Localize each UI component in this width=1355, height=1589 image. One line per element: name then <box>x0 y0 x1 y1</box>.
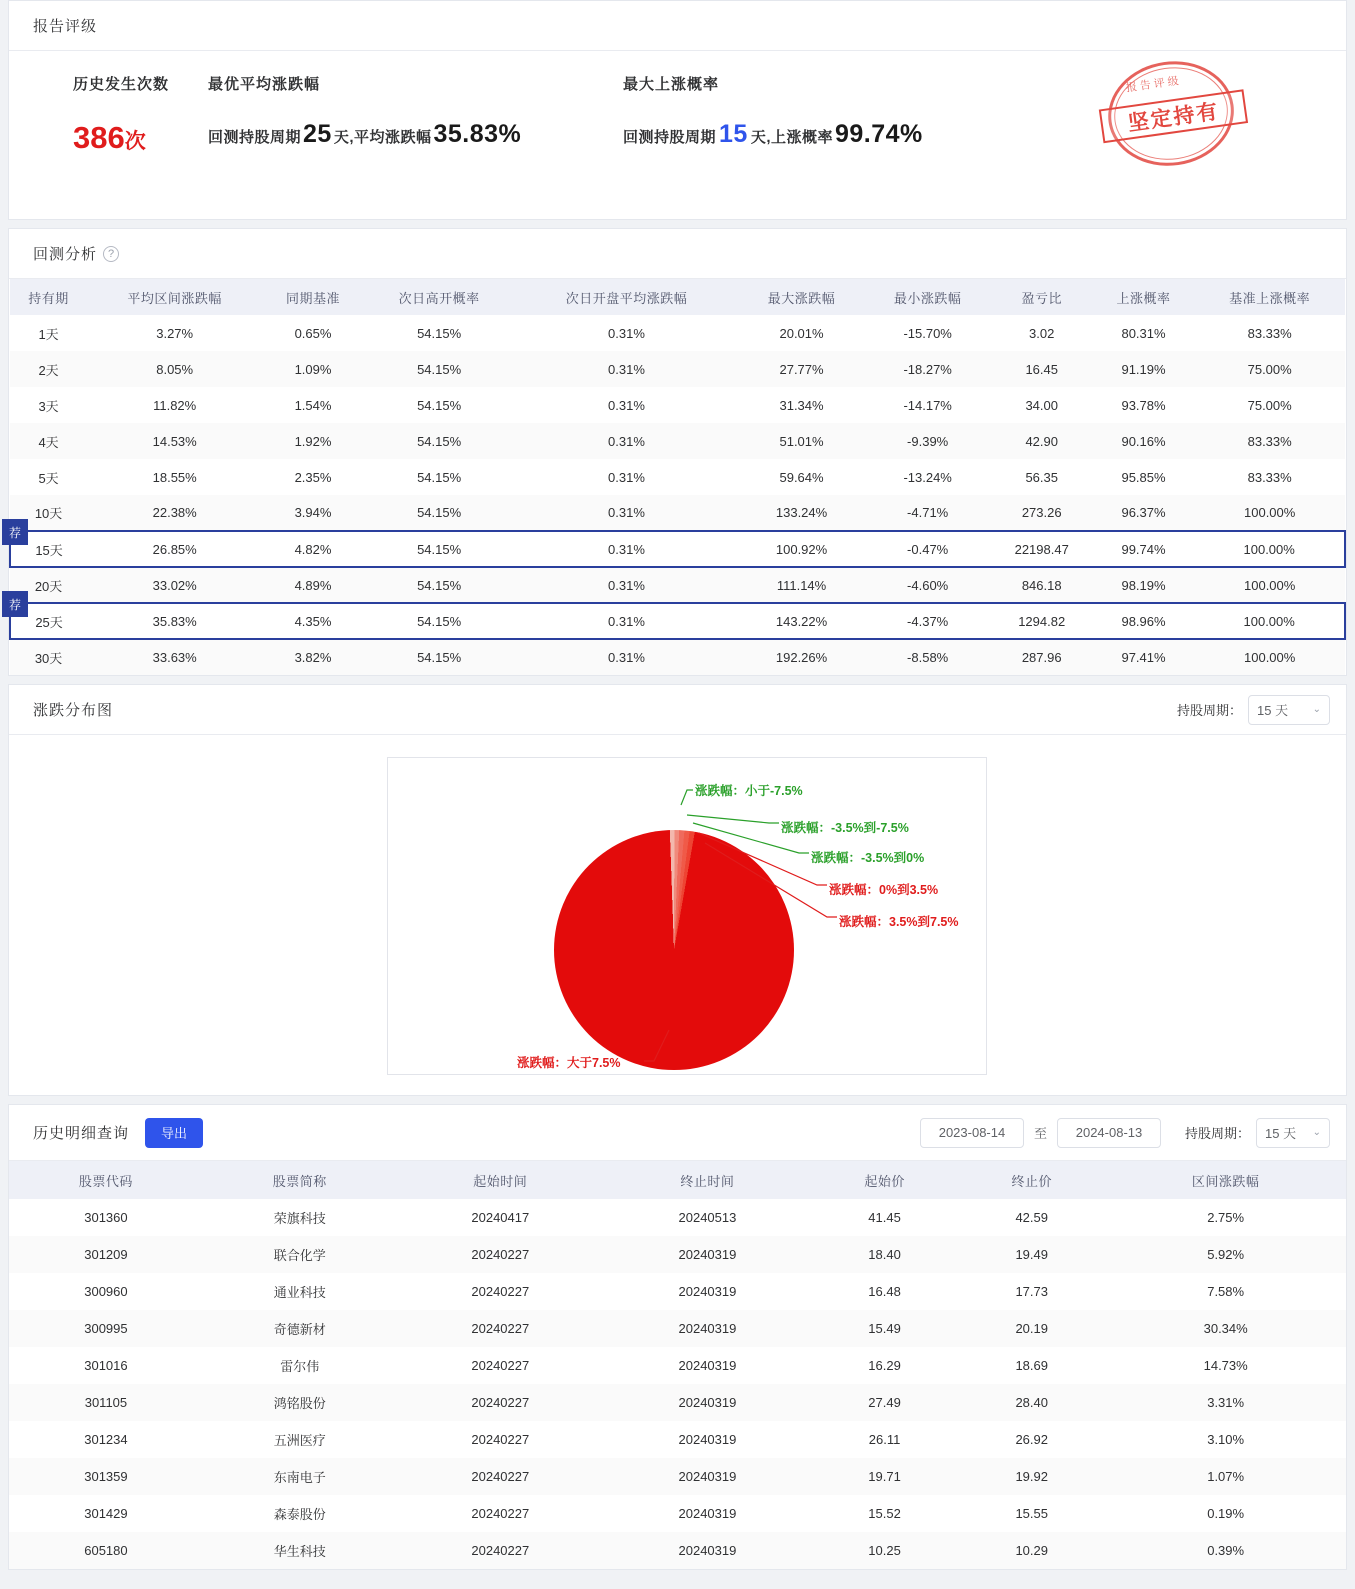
table-cell: 0.31% <box>608 505 645 520</box>
table-row <box>10 459 1345 495</box>
backtest-col-holding-period: 持有期 <box>10 279 87 315</box>
backtest-card <box>8 228 1347 676</box>
pie-label-1: 涨跌幅：-3.5%到-7.5% <box>781 821 909 835</box>
table-cell: 83.33% <box>1247 433 1292 449</box>
table-cell: 0.39% <box>1207 1543 1245 1558</box>
rating-card <box>8 0 1347 220</box>
table-row <box>9 1347 1346 1384</box>
table-cell: 11.82% <box>153 397 197 413</box>
table-row <box>10 351 1345 387</box>
table-cell: 3.02 <box>1029 325 1055 341</box>
table-cell: -4.37% <box>865 603 991 639</box>
table-cell: 0.31% <box>608 325 645 341</box>
table-cell: 100.00% <box>1244 505 1296 520</box>
table-cell: 0.31% <box>514 531 738 567</box>
table-cell: 7.58% <box>1207 1284 1245 1299</box>
table-row <box>10 423 1345 459</box>
table-cell: 300960 <box>84 1284 128 1299</box>
stock-name-link[interactable]: 五洲医疗 <box>273 1433 326 1448</box>
stock-name-link[interactable]: 雷尔伟 <box>280 1359 320 1374</box>
table-row <box>9 1273 1346 1310</box>
table-row <box>9 1199 1346 1236</box>
table-cell: 192.26% <box>775 650 828 665</box>
table-cell: 1.92% <box>294 433 332 449</box>
rating-header-title: 报告评级 <box>33 18 98 35</box>
table-cell: 20.19 <box>1015 1321 1048 1336</box>
recommended-badge: 荐 <box>2 591 28 617</box>
table-cell: 54.15% <box>417 325 462 341</box>
table-cell: 10.29 <box>1015 1543 1048 1558</box>
history-period-selector <box>1185 1118 1330 1148</box>
table-cell: 20240319 <box>678 1284 737 1299</box>
table-cell: 83.33% <box>1247 469 1292 485</box>
stock-name-link[interactable]: 联合化学 <box>273 1248 326 1263</box>
recommended-badge: 荐 <box>2 519 28 545</box>
table-cell: 3.31% <box>1207 1395 1245 1410</box>
backtest-col-min-change: 最小涨跌幅 <box>865 279 991 315</box>
table-cell: 54.15% <box>417 397 462 413</box>
table-cell: 91.19% <box>1121 361 1166 377</box>
distribution-header-title: 涨跌分布图 <box>33 702 114 719</box>
table-cell: 1.09% <box>294 361 332 377</box>
pie-label-2: 涨跌幅：-3.5%到0% <box>811 851 925 865</box>
table-cell: 17.73 <box>1015 1284 1048 1299</box>
table-cell: 83.33% <box>1247 325 1292 341</box>
table-cell: 20天 <box>34 578 63 594</box>
table-cell: 20240319 <box>678 1469 737 1484</box>
table-cell: 20240319 <box>678 1432 737 1447</box>
table-cell: -4.71% <box>907 505 949 520</box>
metric-best-avg-change-mid: 天,平均涨跌幅 <box>333 129 432 146</box>
table-row <box>10 639 1345 675</box>
table-cell: 15.52 <box>868 1506 901 1521</box>
table-cell: 42.90 <box>1025 433 1058 449</box>
history-col-stock-name: 股票简称 <box>203 1161 397 1199</box>
table-cell: 26.11 <box>868 1432 901 1447</box>
table-row <box>9 1495 1346 1532</box>
backtest-col-next-day-gap-prob: 次日高开概率 <box>364 279 515 315</box>
backtest-table-header-row <box>10 279 1345 315</box>
table-cell: 15.49 <box>868 1321 901 1336</box>
table-cell: 5.92% <box>1207 1247 1245 1262</box>
table-row <box>9 1236 1346 1273</box>
table-cell: -8.58% <box>907 650 949 665</box>
metric-max-up-prob-prefix: 回测持股周期 <box>623 129 717 146</box>
table-cell: 41.45 <box>868 1210 901 1225</box>
chevron-down-icon: ⌄ <box>1312 1127 1321 1138</box>
table-cell: 56.35 <box>1025 469 1058 485</box>
table-cell: 605180 <box>84 1543 128 1558</box>
table-cell: 20240227 <box>471 1432 530 1447</box>
distribution-card <box>8 684 1347 1096</box>
distribution-pie <box>554 830 794 1070</box>
table-row <box>9 1310 1346 1347</box>
table-cell: 54.15% <box>417 469 462 485</box>
table-cell: 4.35% <box>262 603 364 639</box>
backtest-header-title: 回测分析 <box>33 246 98 263</box>
table-cell: 4.89% <box>294 577 332 593</box>
history-col-stock-code: 股票代码 <box>9 1161 203 1199</box>
table-cell: 30.34% <box>1203 1321 1248 1336</box>
table-cell: -14.17% <box>903 397 952 413</box>
table-cell: 3.82% <box>294 650 332 665</box>
table-row <box>9 1532 1346 1569</box>
table-cell: 0.31% <box>608 433 645 449</box>
backtest-table <box>9 279 1346 675</box>
table-cell: 97.41% <box>1121 650 1166 665</box>
table-cell: 20.01% <box>779 325 824 341</box>
table-cell: 75.00% <box>1247 361 1292 377</box>
table-cell: -4.60% <box>907 577 949 593</box>
metric-occurrences <box>33 73 208 219</box>
table-row <box>9 1421 1346 1458</box>
table-cell: 90.16% <box>1121 433 1166 449</box>
table-row <box>10 531 1345 567</box>
table-cell: 133.24% <box>775 505 828 520</box>
table-cell: 33.63% <box>152 650 197 665</box>
table-cell: 3.94% <box>294 505 332 520</box>
table-cell: 16.48 <box>868 1284 901 1299</box>
export-button[interactable]: 导出 <box>145 1118 203 1148</box>
pie-label-3: 涨跌幅：0%到3.5% <box>829 883 939 897</box>
table-cell: 1.07% <box>1207 1469 1245 1484</box>
table-cell: 27.77% <box>779 361 824 377</box>
table-cell: 100.00% <box>1244 650 1296 665</box>
table-cell: 30天 <box>34 651 63 666</box>
table-cell: -13.24% <box>903 469 952 485</box>
table-cell: -15.70% <box>903 325 952 341</box>
stock-name-link[interactable]: 荣旗科技 <box>273 1211 326 1226</box>
history-period-label: 持股周期： <box>1184 1126 1250 1141</box>
table-cell: 0.31% <box>608 361 645 377</box>
table-cell: 96.37% <box>1121 505 1166 520</box>
table-cell: 100.00% <box>1244 577 1296 593</box>
metric-best-avg-change-label: 最优平均涨跌幅 <box>208 76 321 93</box>
table-cell: 22.38% <box>152 505 197 520</box>
backtest-col-avg-range-change: 平均区间涨跌幅 <box>87 279 262 315</box>
metric-best-avg-change-value <box>208 120 613 149</box>
table-cell: 20240319 <box>678 1321 737 1336</box>
table-cell: 99.74% <box>1093 531 1195 567</box>
table-cell: 143.22% <box>738 603 864 639</box>
table-cell: 19.92 <box>1015 1469 1048 1484</box>
metric-max-up-prob-value <box>623 120 1033 149</box>
table-cell: 1天 <box>38 326 59 342</box>
table-cell: 273.26 <box>1021 505 1062 520</box>
table-cell: 80.31% <box>1121 325 1166 341</box>
table-cell: 287.96 <box>1021 650 1062 665</box>
table-cell: 0.31% <box>514 603 738 639</box>
backtest-col-next-day-open-avg: 次日开盘平均涨跌幅 <box>514 279 738 315</box>
table-cell: 20240417 <box>471 1210 530 1225</box>
table-cell: 34.00 <box>1025 397 1058 413</box>
table-cell: 301429 <box>84 1506 128 1521</box>
table-cell: 54.15% <box>417 361 462 377</box>
table-cell: 5天 <box>38 470 59 486</box>
table-cell: 8.05% <box>156 361 194 377</box>
table-cell: 20240227 <box>471 1358 530 1373</box>
table-cell: -9.39% <box>907 433 949 449</box>
table-cell: 20240319 <box>678 1247 737 1262</box>
table-cell: 20240227 <box>471 1543 530 1558</box>
table-cell: 20240227 <box>471 1284 530 1299</box>
table-cell: 301105 <box>84 1395 128 1410</box>
history-table-header-row <box>9 1161 1346 1199</box>
table-cell: 54.15% <box>417 650 462 665</box>
table-row <box>10 387 1345 423</box>
table-cell: 33.02% <box>152 577 197 593</box>
backtest-header <box>9 229 1346 279</box>
table-row <box>10 315 1345 351</box>
distribution-chart <box>9 735 1346 1095</box>
history-col-start-price: 起始价 <box>811 1161 958 1199</box>
rating-stamp-top-text: 报告评级 <box>1125 74 1183 95</box>
pie-label-4: 涨跌幅：3.5%到7.5% <box>839 915 959 929</box>
table-cell: 100.00% <box>1194 603 1345 639</box>
history-col-end-price: 终止价 <box>958 1161 1105 1199</box>
history-header <box>9 1105 1346 1161</box>
table-cell: 0.31% <box>608 397 645 413</box>
backtest-col-up-prob: 上涨概率 <box>1093 279 1195 315</box>
table-cell: 301359 <box>84 1469 128 1484</box>
table-cell: 18.55% <box>152 469 197 485</box>
history-col-start-date: 起始时间 <box>397 1161 604 1199</box>
stock-name-link[interactable]: 鸿铭股份 <box>273 1396 326 1411</box>
table-cell: 20240319 <box>678 1543 737 1558</box>
table-cell: 95.85% <box>1121 469 1166 485</box>
metric-best-avg-change <box>208 73 623 219</box>
table-cell: 2.75% <box>1207 1210 1245 1225</box>
table-cell: 846.18 <box>1021 577 1062 593</box>
metric-max-up-prob-mid: 天,上涨概率 <box>750 129 833 146</box>
metric-max-up-prob-label: 最大上涨概率 <box>623 76 720 93</box>
help-icon[interactable]: ? <box>103 246 119 262</box>
table-cell: 18.40 <box>868 1247 901 1262</box>
table-cell: 28.40 <box>1015 1395 1048 1410</box>
table-cell: 19.71 <box>868 1469 901 1484</box>
table-row <box>10 603 1345 639</box>
table-cell: 4.82% <box>262 531 364 567</box>
table-cell: 15.55 <box>1015 1506 1048 1521</box>
backtest-col-benchmark-up-prob: 基准上涨概率 <box>1194 279 1345 315</box>
table-cell: 59.64% <box>779 469 824 485</box>
table-cell: 14.73% <box>1203 1358 1248 1373</box>
backtest-col-max-change: 最大涨跌幅 <box>738 279 864 315</box>
history-col-range-change: 区间涨跌幅 <box>1105 1161 1346 1199</box>
table-cell: 20240319 <box>678 1395 737 1410</box>
distribution-period-selector <box>1177 695 1330 725</box>
table-cell: 42.59 <box>1015 1210 1048 1225</box>
metric-occurrences-value <box>73 120 198 156</box>
rating-stamp-text: 坚定持有 <box>1099 89 1248 143</box>
table-row <box>10 567 1345 603</box>
metric-occurrences-unit: 次 <box>124 130 146 153</box>
table-cell: 0.65% <box>294 325 332 341</box>
metric-best-avg-change-prefix: 回测持股周期 <box>208 129 302 146</box>
table-cell: 20240227 <box>471 1506 530 1521</box>
metric-occurrences-label: 历史发生次数 <box>73 76 170 93</box>
table-cell: 20240227 <box>471 1321 530 1336</box>
table-cell: 51.01% <box>779 433 824 449</box>
table-cell: 3.27% <box>156 325 194 341</box>
table-row <box>10 495 1345 531</box>
table-cell: 26.85% <box>87 531 262 567</box>
metric-best-avg-change-days: 25 <box>303 120 332 148</box>
rating-stamp-icon <box>1093 47 1257 179</box>
backtest-col-benchmark: 同期基准 <box>262 279 364 315</box>
table-cell: 75.00% <box>1247 397 1292 413</box>
rating-body <box>9 51 1346 219</box>
distribution-header <box>9 685 1346 735</box>
table-cell: 100.92% <box>738 531 864 567</box>
table-cell: 54.15% <box>364 531 515 567</box>
table-cell: 16.29 <box>868 1358 901 1373</box>
table-cell: 荐 25天 <box>10 603 87 639</box>
table-cell: 20240319 <box>678 1506 737 1521</box>
pie-label-5: 涨跌幅：大于7.5% <box>517 1056 621 1070</box>
stock-name-link[interactable]: 通业科技 <box>273 1285 326 1300</box>
table-cell: 31.34% <box>779 397 824 413</box>
stock-name-link[interactable]: 华生科技 <box>273 1544 326 1559</box>
backtest-col-profit-loss-ratio: 盈亏比 <box>991 279 1093 315</box>
history-table <box>9 1161 1346 1569</box>
table-cell: 20240319 <box>678 1358 737 1373</box>
table-cell: 4天 <box>38 434 59 450</box>
table-cell: 111.14% <box>776 577 827 593</box>
table-cell: 35.83% <box>87 603 262 639</box>
table-cell: 54.15% <box>417 577 462 593</box>
table-cell: 98.19% <box>1121 577 1166 593</box>
distribution-period-value: 15 天 <box>1257 703 1289 718</box>
table-cell: 1.54% <box>294 397 332 413</box>
table-cell: 22198.47 <box>991 531 1093 567</box>
table-cell: 301016 <box>84 1358 128 1373</box>
metric-max-up-prob-pct: 99.74% <box>835 120 923 148</box>
table-cell: 18.69 <box>1015 1358 1048 1373</box>
history-table-body <box>9 1199 1346 1569</box>
table-row <box>9 1384 1346 1421</box>
table-cell: 3天 <box>38 398 59 414</box>
history-period-select[interactable] <box>1256 1118 1330 1148</box>
rating-header <box>9 1 1346 51</box>
date-range-separator: 至 <box>1033 1126 1047 1141</box>
stock-name-link[interactable]: 森泰股份 <box>273 1507 326 1522</box>
chevron-down-icon: ⌄ <box>1312 704 1321 715</box>
table-cell: 10天 <box>34 506 63 521</box>
stock-name-link[interactable]: 东南电子 <box>273 1470 326 1485</box>
table-cell: 0.31% <box>608 469 645 485</box>
table-cell: 1294.82 <box>991 603 1093 639</box>
table-cell: 20240227 <box>471 1247 530 1262</box>
table-cell: 0.31% <box>608 577 645 593</box>
table-cell: 10.25 <box>868 1543 901 1558</box>
table-cell: 荐 15天 <box>10 531 87 567</box>
metric-best-avg-change-pct: 35.83% <box>433 120 522 148</box>
table-cell: 98.96% <box>1093 603 1195 639</box>
history-header-title: 历史明细查询 <box>33 1125 130 1142</box>
table-cell: 19.49 <box>1015 1247 1048 1262</box>
table-cell: 300995 <box>84 1321 128 1336</box>
table-row <box>9 1458 1346 1495</box>
table-cell: 301360 <box>84 1210 128 1225</box>
table-cell: 2.35% <box>294 469 332 485</box>
metric-max-up-prob <box>623 73 1043 219</box>
table-cell: 26.92 <box>1015 1432 1048 1447</box>
history-period-value: 15 天 <box>1265 1126 1297 1141</box>
pie-label-0: 涨跌幅：小于-7.5% <box>695 784 803 798</box>
table-cell: 301209 <box>84 1247 128 1262</box>
table-cell: 54.15% <box>417 433 462 449</box>
table-cell: 20240227 <box>471 1395 530 1410</box>
distribution-period-label: 持股周期： <box>1176 703 1242 718</box>
table-cell: 16.45 <box>1025 361 1058 377</box>
table-cell: 54.15% <box>417 505 462 520</box>
stock-name-link[interactable]: 奇德新材 <box>273 1322 326 1337</box>
table-cell: 93.78% <box>1121 397 1166 413</box>
distribution-period-select[interactable] <box>1248 695 1330 725</box>
table-cell: 20240227 <box>471 1469 530 1484</box>
table-cell: 2天 <box>38 362 59 378</box>
metric-occurrences-number: 386 <box>73 120 125 155</box>
table-cell: 0.31% <box>608 650 645 665</box>
table-cell: 0.19% <box>1207 1506 1245 1521</box>
history-col-end-date: 终止时间 <box>604 1161 811 1199</box>
metric-max-up-prob-days: 15 <box>719 120 748 148</box>
table-cell: 100.00% <box>1194 531 1345 567</box>
table-cell: 54.15% <box>364 603 515 639</box>
table-cell: 20240513 <box>678 1210 737 1225</box>
table-cell: -0.47% <box>865 531 991 567</box>
history-card <box>8 1104 1347 1570</box>
table-cell: 14.53% <box>152 433 197 449</box>
table-cell: 301234 <box>84 1432 128 1447</box>
table-cell: 3.10% <box>1207 1432 1245 1447</box>
table-cell: -18.27% <box>903 361 952 377</box>
table-cell: 27.49 <box>868 1395 901 1410</box>
end-date-input[interactable]: 2024-08-13 <box>1057 1118 1161 1148</box>
backtest-table-body <box>10 315 1345 675</box>
start-date-input[interactable]: 2023-08-14 <box>920 1118 1024 1148</box>
